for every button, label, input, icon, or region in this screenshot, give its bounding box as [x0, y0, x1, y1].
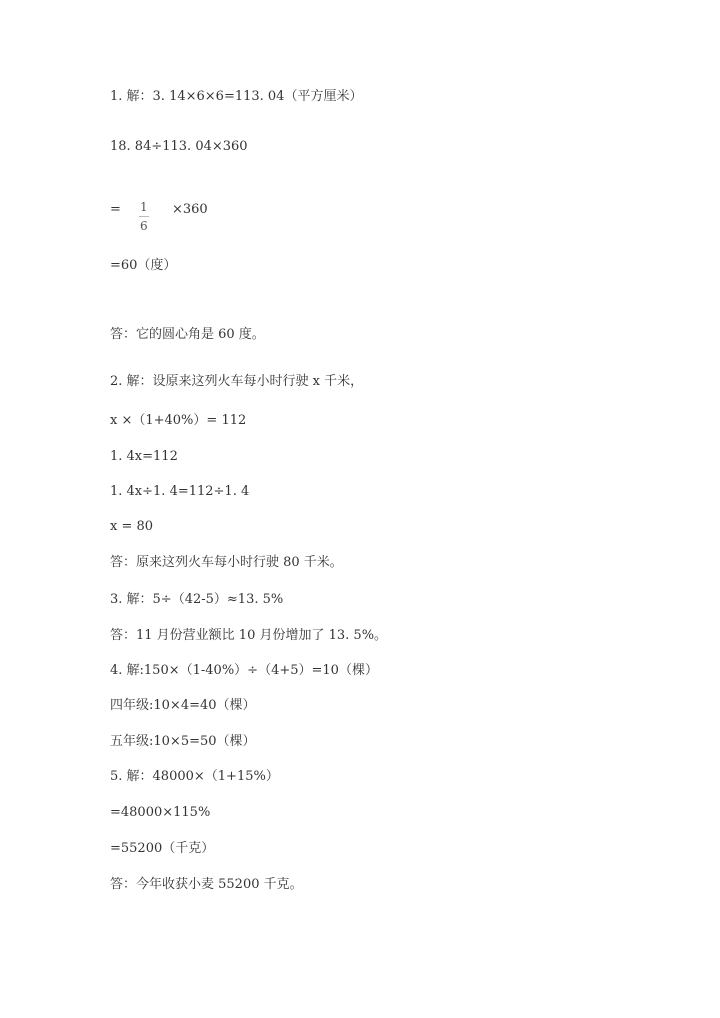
problem-4-step: 五年级:10×5=50（棵）: [110, 734, 256, 749]
problem-5-step: =48000×115%: [110, 805, 211, 820]
problem-1-result: =60（度）: [110, 258, 177, 273]
problem-1-solution: 1. 解：3. 14×6×6=113. 04（平方厘米）: [110, 89, 363, 104]
problem-5-step: =55200（千克）: [110, 841, 215, 856]
problem-4-step: 四年级:10×4=40（棵）: [110, 698, 256, 713]
problem-5-answer: 答：今年收获小麦 55200 千克。: [110, 877, 303, 892]
problem-1-answer: 答：它的圆心角是 60 度。: [110, 327, 265, 342]
problem-2-step: x ×（1+40%）= 112: [110, 413, 247, 428]
fraction-one-sixth: [138, 200, 150, 233]
problem-4-solution: 4. 解:150×（1-40%）÷（4+5）=10（棵）: [110, 663, 378, 678]
fraction-denominator: 6: [140, 219, 148, 233]
problem-3-solution: 3. 解：5÷（42-5）≈13. 5%: [110, 592, 284, 607]
problem-2-step: 1. 4x÷1. 4=112÷1. 4: [110, 484, 250, 499]
problem-1-multiply: ×360: [172, 202, 208, 217]
problem-2-step: 1. 4x=112: [110, 449, 178, 464]
problem-5-solution: 5. 解：48000×（1+15%）: [110, 769, 279, 784]
problem-2-step: x = 80: [110, 519, 154, 534]
problem-2-answer: 答：原来这列火车每小时行驶 80 千米。: [110, 555, 343, 570]
problem-1-step: 18. 84÷113. 04×360: [110, 139, 248, 154]
problem-2-solution: 2. 解：设原来这列火车每小时行驶 x 千米，: [110, 374, 364, 389]
problem-1-equals: =: [110, 202, 121, 217]
fraction-bar: [139, 216, 149, 217]
problem-3-answer: 答：11 月份营业额比 10 月份增加了 13. 5%。: [110, 628, 388, 643]
fraction-numerator: 1: [140, 200, 148, 214]
